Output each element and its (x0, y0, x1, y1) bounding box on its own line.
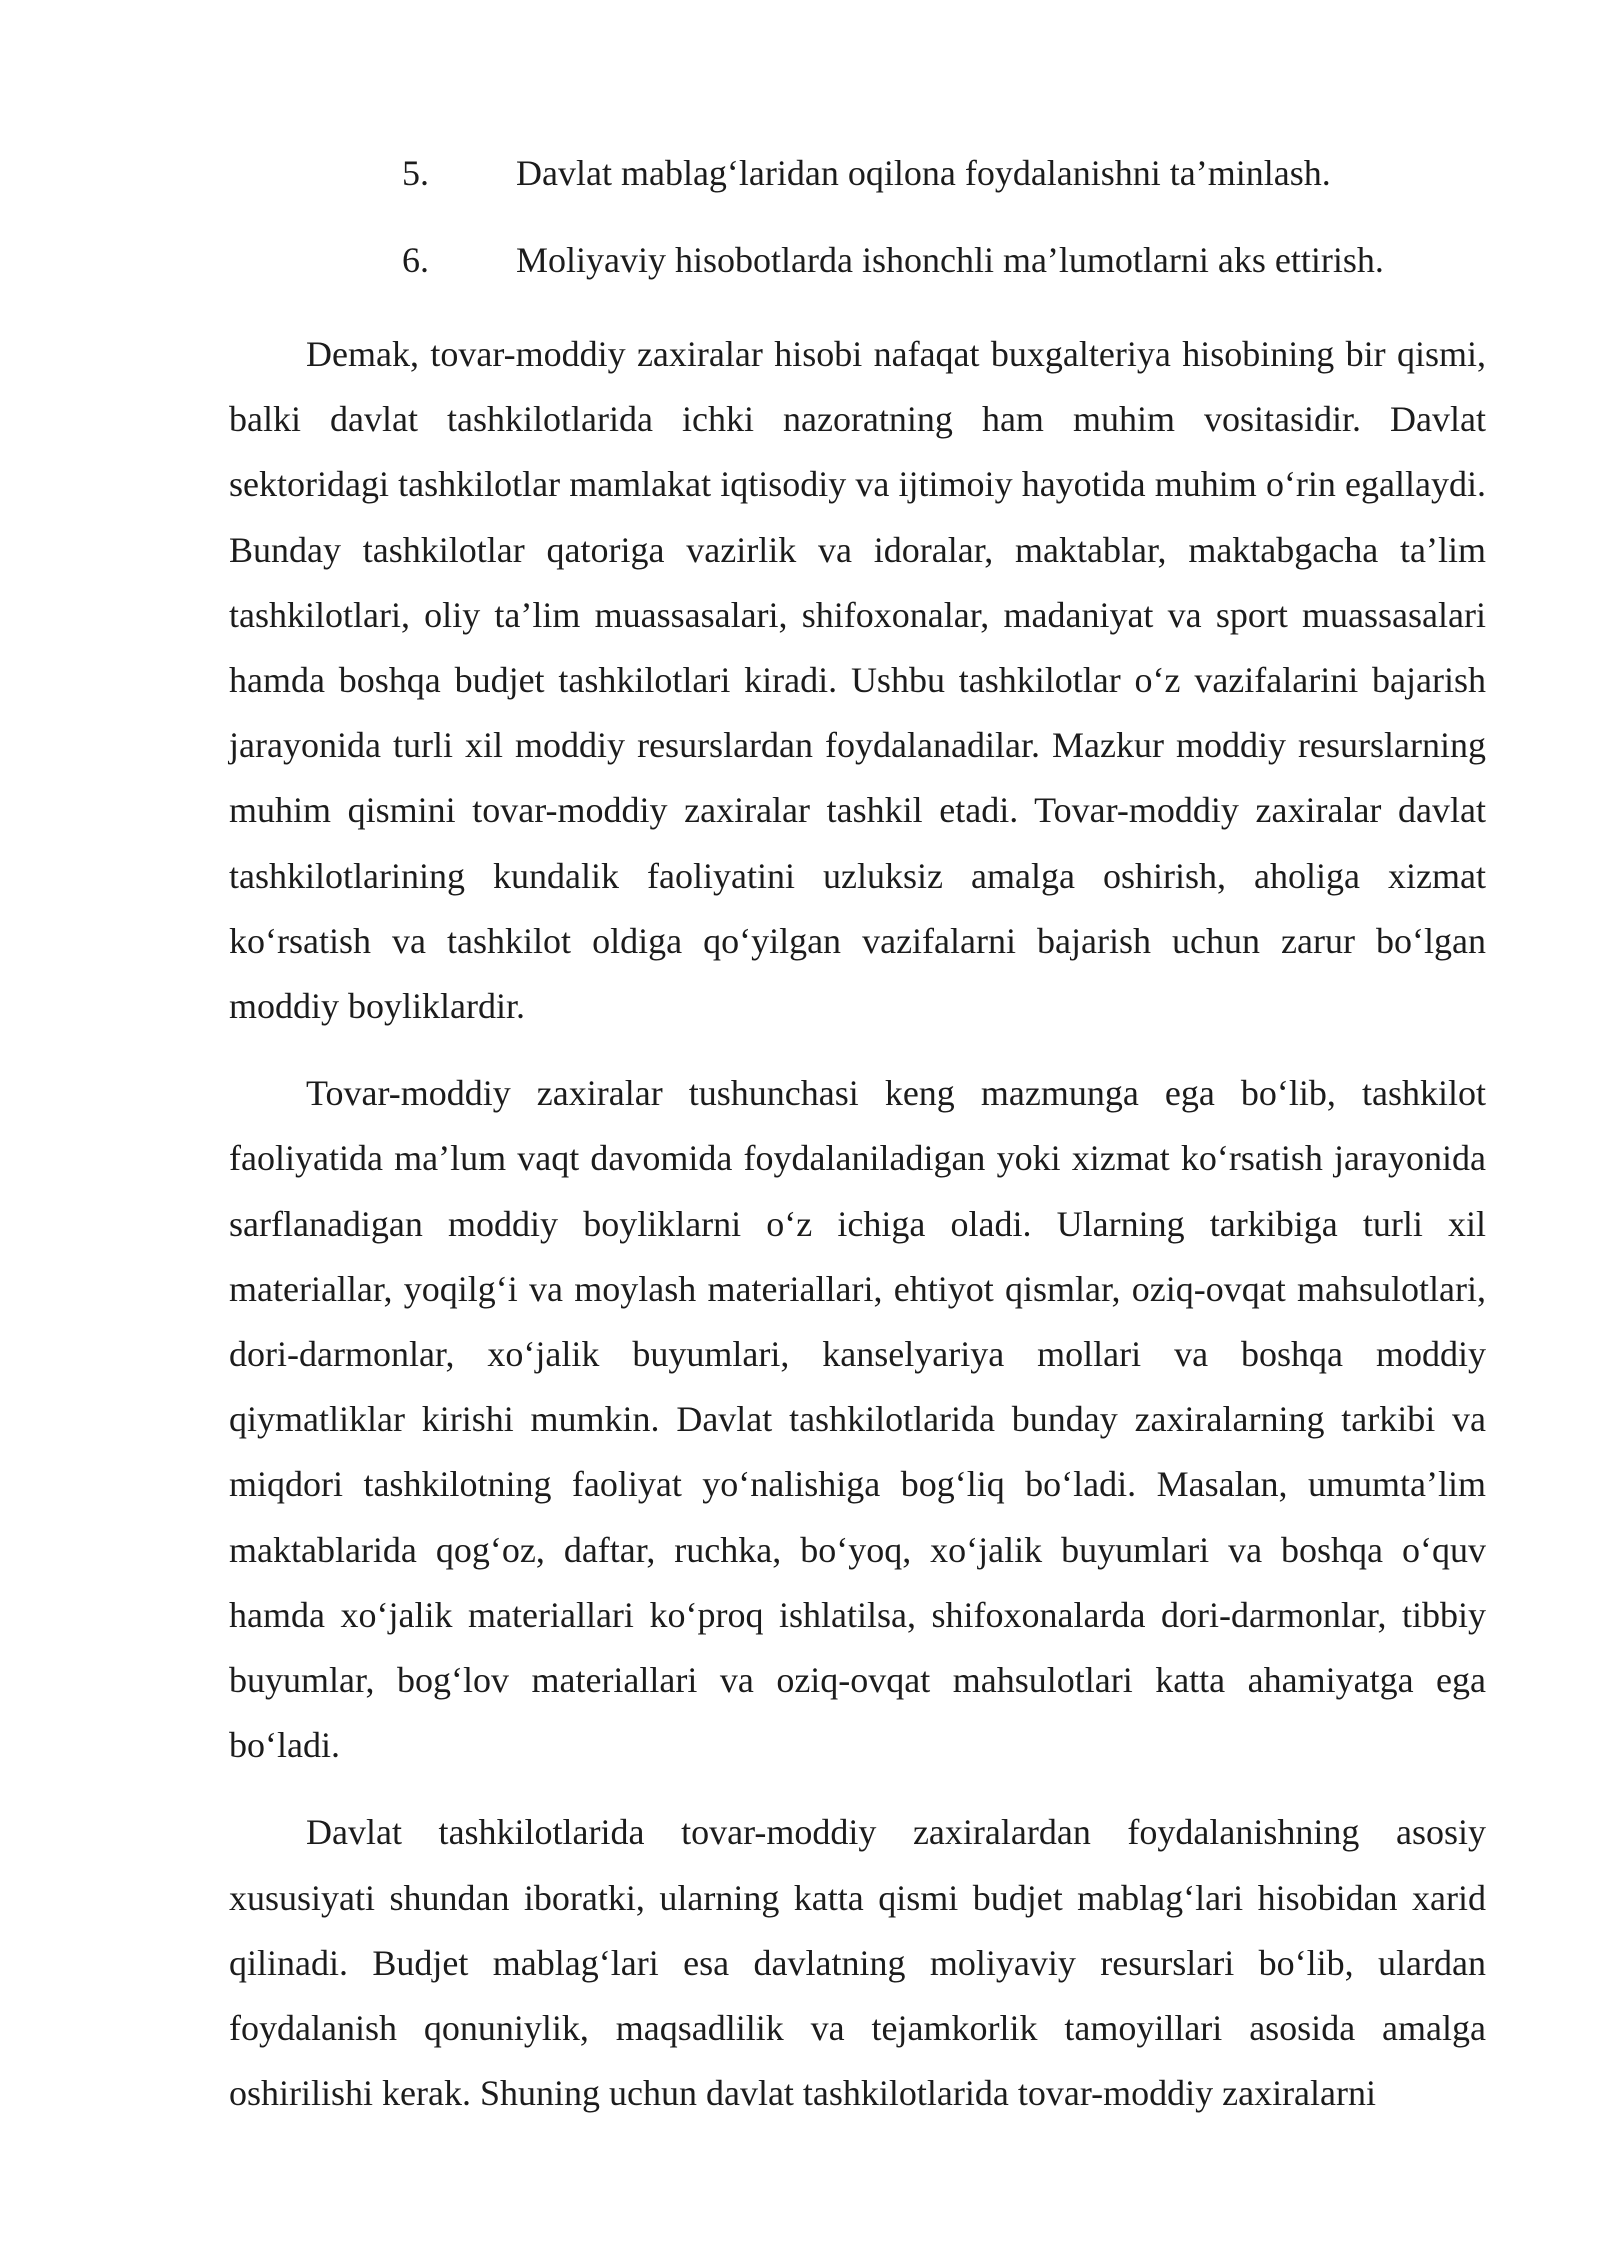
list-item-text: Moliyaviy hisobotlarda ishonchli ma’lumotlarni aks ettirish. (516, 240, 1384, 280)
list-item: 5. Davlat mablag‘laridan oqilona foydalanishni ta’minlash. (229, 148, 1486, 198)
document-body (229, 148, 1486, 2148)
paragraph-1: Demak, tovar-moddiy zaxiralar hisobi nafaqat buxgalteriya hisobining bir qismi, balki davlat tashkilotlarida ichki nazoratning ham muhim vositasidir. Davlat sektoridagi tashkilotlar mamlakat iqtisodiy va ijtimoiy hayotida muhim o‘rin egallaydi. Bunday tashkilotlar qatoriga vazirlik va idoralar, maktablar, maktabgacha ta’lim tashkilotlari, oliy ta’lim muassasalari, shifoxonalar, madaniyat va sport muassasalari hamda boshqa budjet tashkilotlari kiradi. Ushbu tashkilotlar o‘z vazifalarini bajarish jarayonida turli xil moddiy resurslardan foydalanadilar. Mazkur moddiy resurslarning muhim qismini tovar-moddiy zaxiralar tashkil etadi. Tovar-moddiy zaxiralar davlat tashkilotlarining kundalik faoliyatini uzluksiz amalga oshirish, aholiga xizmat ko‘rsatish va tashkilot oldiga qo‘yilgan vazifalarni bajarish uchun zarur bo‘lgan moddiy boyliklardir. (229, 334, 1486, 1027)
list-item-text: Davlat mablag‘laridan oqilona foydalanishni ta’minlash. (516, 153, 1331, 193)
paragraph-2: Tovar-moddiy zaxiralar tushunchasi keng mazmunga ega bo‘lib, tashkilot faoliyatida ma’lum vaqt davomida foydalaniladigan yoki xizmat ko‘rsatish jarayonida sarflanadigan moddiy boyliklarni o‘z ichiga oladi. Ularning tarkibiga turli xil materiallar, yoqilg‘i va moylash materiallari, ehtiyot qismlar, oziq-ovqat mahsulotlari, dori-darmonlar, xo‘jalik buyumlari, kanselyariya mollari va boshqa moddiy qiymatliklar kirishi mumkin. Davlat tashkilotlarida bunday zaxiralarning tarkibi va miqdori tashkilotning faoliyat yo‘nalishiga bog‘liq bo‘ladi. Masalan, umumta’lim maktablarida qog‘oz, daftar, ruchka, bo‘yoq, xo‘jalik buyumlari va boshqa o‘quv hamda xo‘jalik materiallari ko‘proq ishlatilsa, shifoxonalarda dori-darmonlar, tibbiy buyumlar, bog‘lov materiallari va oziq-ovqat mahsulotlari katta ahamiyatga ega bo‘ladi. (229, 1073, 1486, 1766)
paragraph-3: Davlat tashkilotlarida tovar-moddiy zaxiralardan foydalanishning asosiy xususiyati shundan iboratki, ularning katta qismi budjet mablag‘lari hisobidan xarid qilinadi. Budjet mablag‘lari esa davlatning moliyaviy resurslari bo‘lib, ulardan foydalanish qonuniylik, maqsadlilik va tejamkorlik tamoyillari asosida amalga oshirilishi kerak. Shuning uchun davlat tashkilotlarida tovar-moddiy zaxiralarni (229, 1812, 1486, 2114)
list-item: 6. Moliyaviy hisobotlarda ishonchli ma’lumotlarni aks ettirish. (229, 235, 1486, 285)
